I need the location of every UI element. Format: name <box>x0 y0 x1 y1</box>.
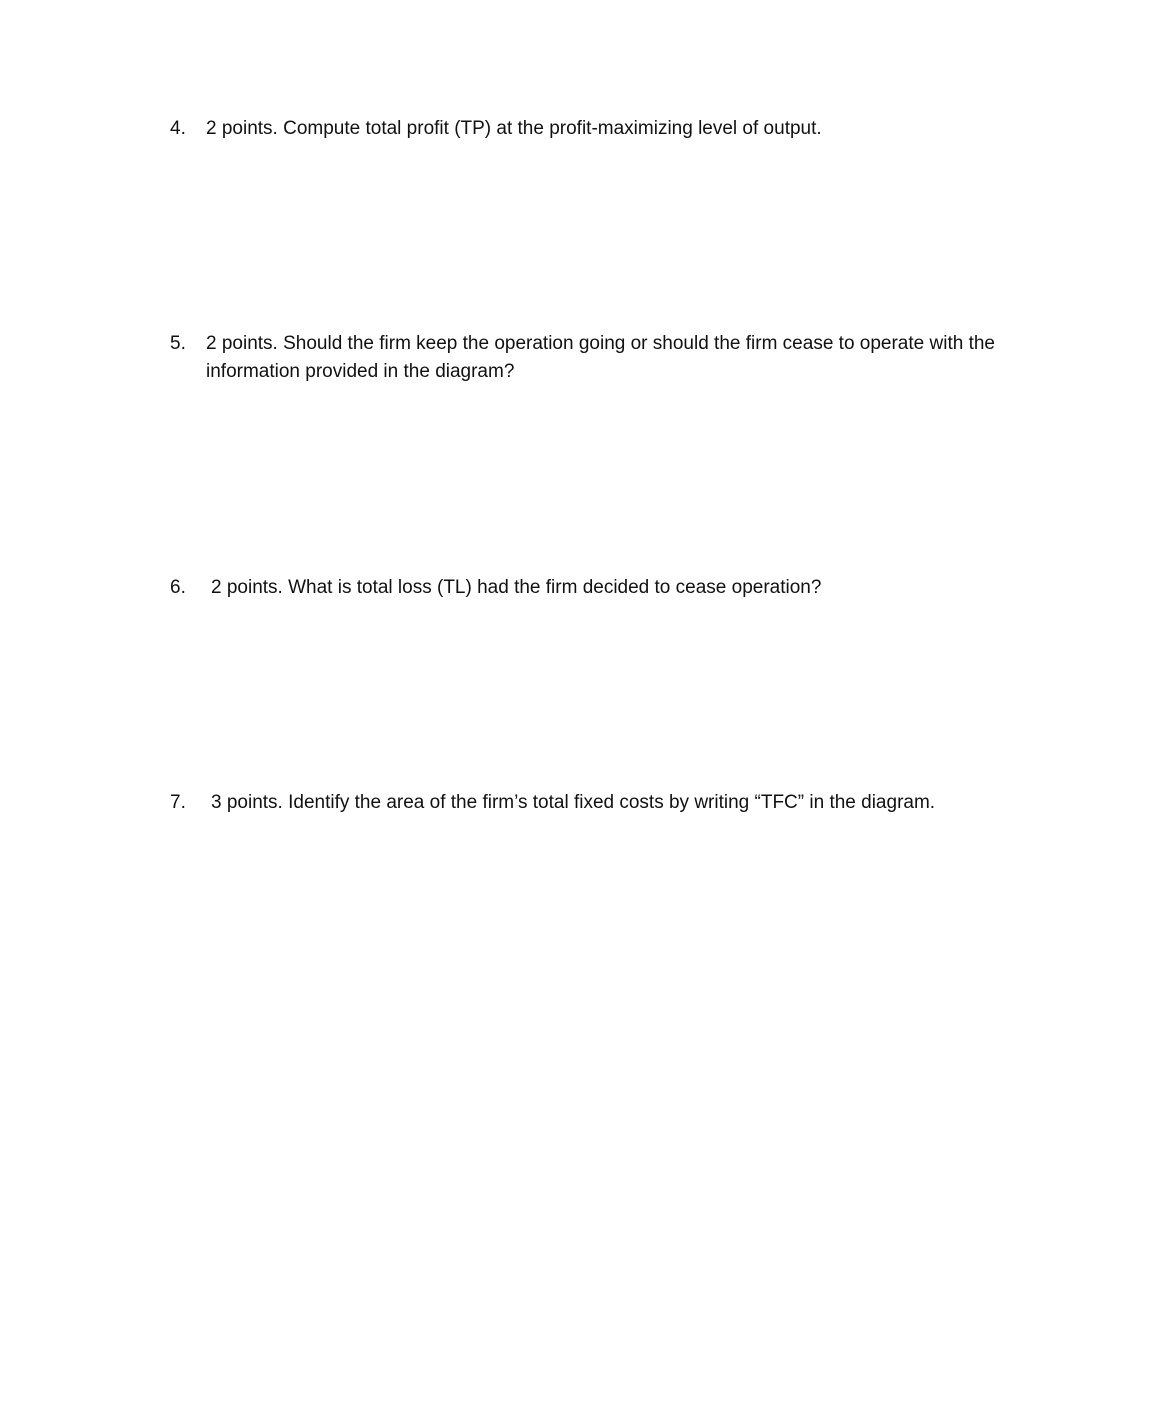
question-5 <box>170 330 1050 386</box>
question-text: 2 points. Should the firm keep the operation going or should the firm cease to operate with the information provided in the diagram? <box>206 333 995 382</box>
question-text: 2 points. What is total loss (TL) had the firm decided to cease operation? <box>211 577 822 598</box>
question-6 <box>170 574 1050 602</box>
question-text: 3 points. Identify the area of the firm’s total fixed costs by writing “TFC” in the diagram. <box>211 792 936 813</box>
question-text: 2 points. Compute total profit (TP) at the profit-maximizing level of output. <box>206 118 822 139</box>
question-7 <box>170 789 1050 817</box>
question-number: 6. <box>170 577 186 598</box>
question-number: 7. <box>170 792 186 813</box>
question-4 <box>170 115 1050 143</box>
question-number: 5. <box>170 333 186 354</box>
question-number: 4. <box>170 118 186 139</box>
